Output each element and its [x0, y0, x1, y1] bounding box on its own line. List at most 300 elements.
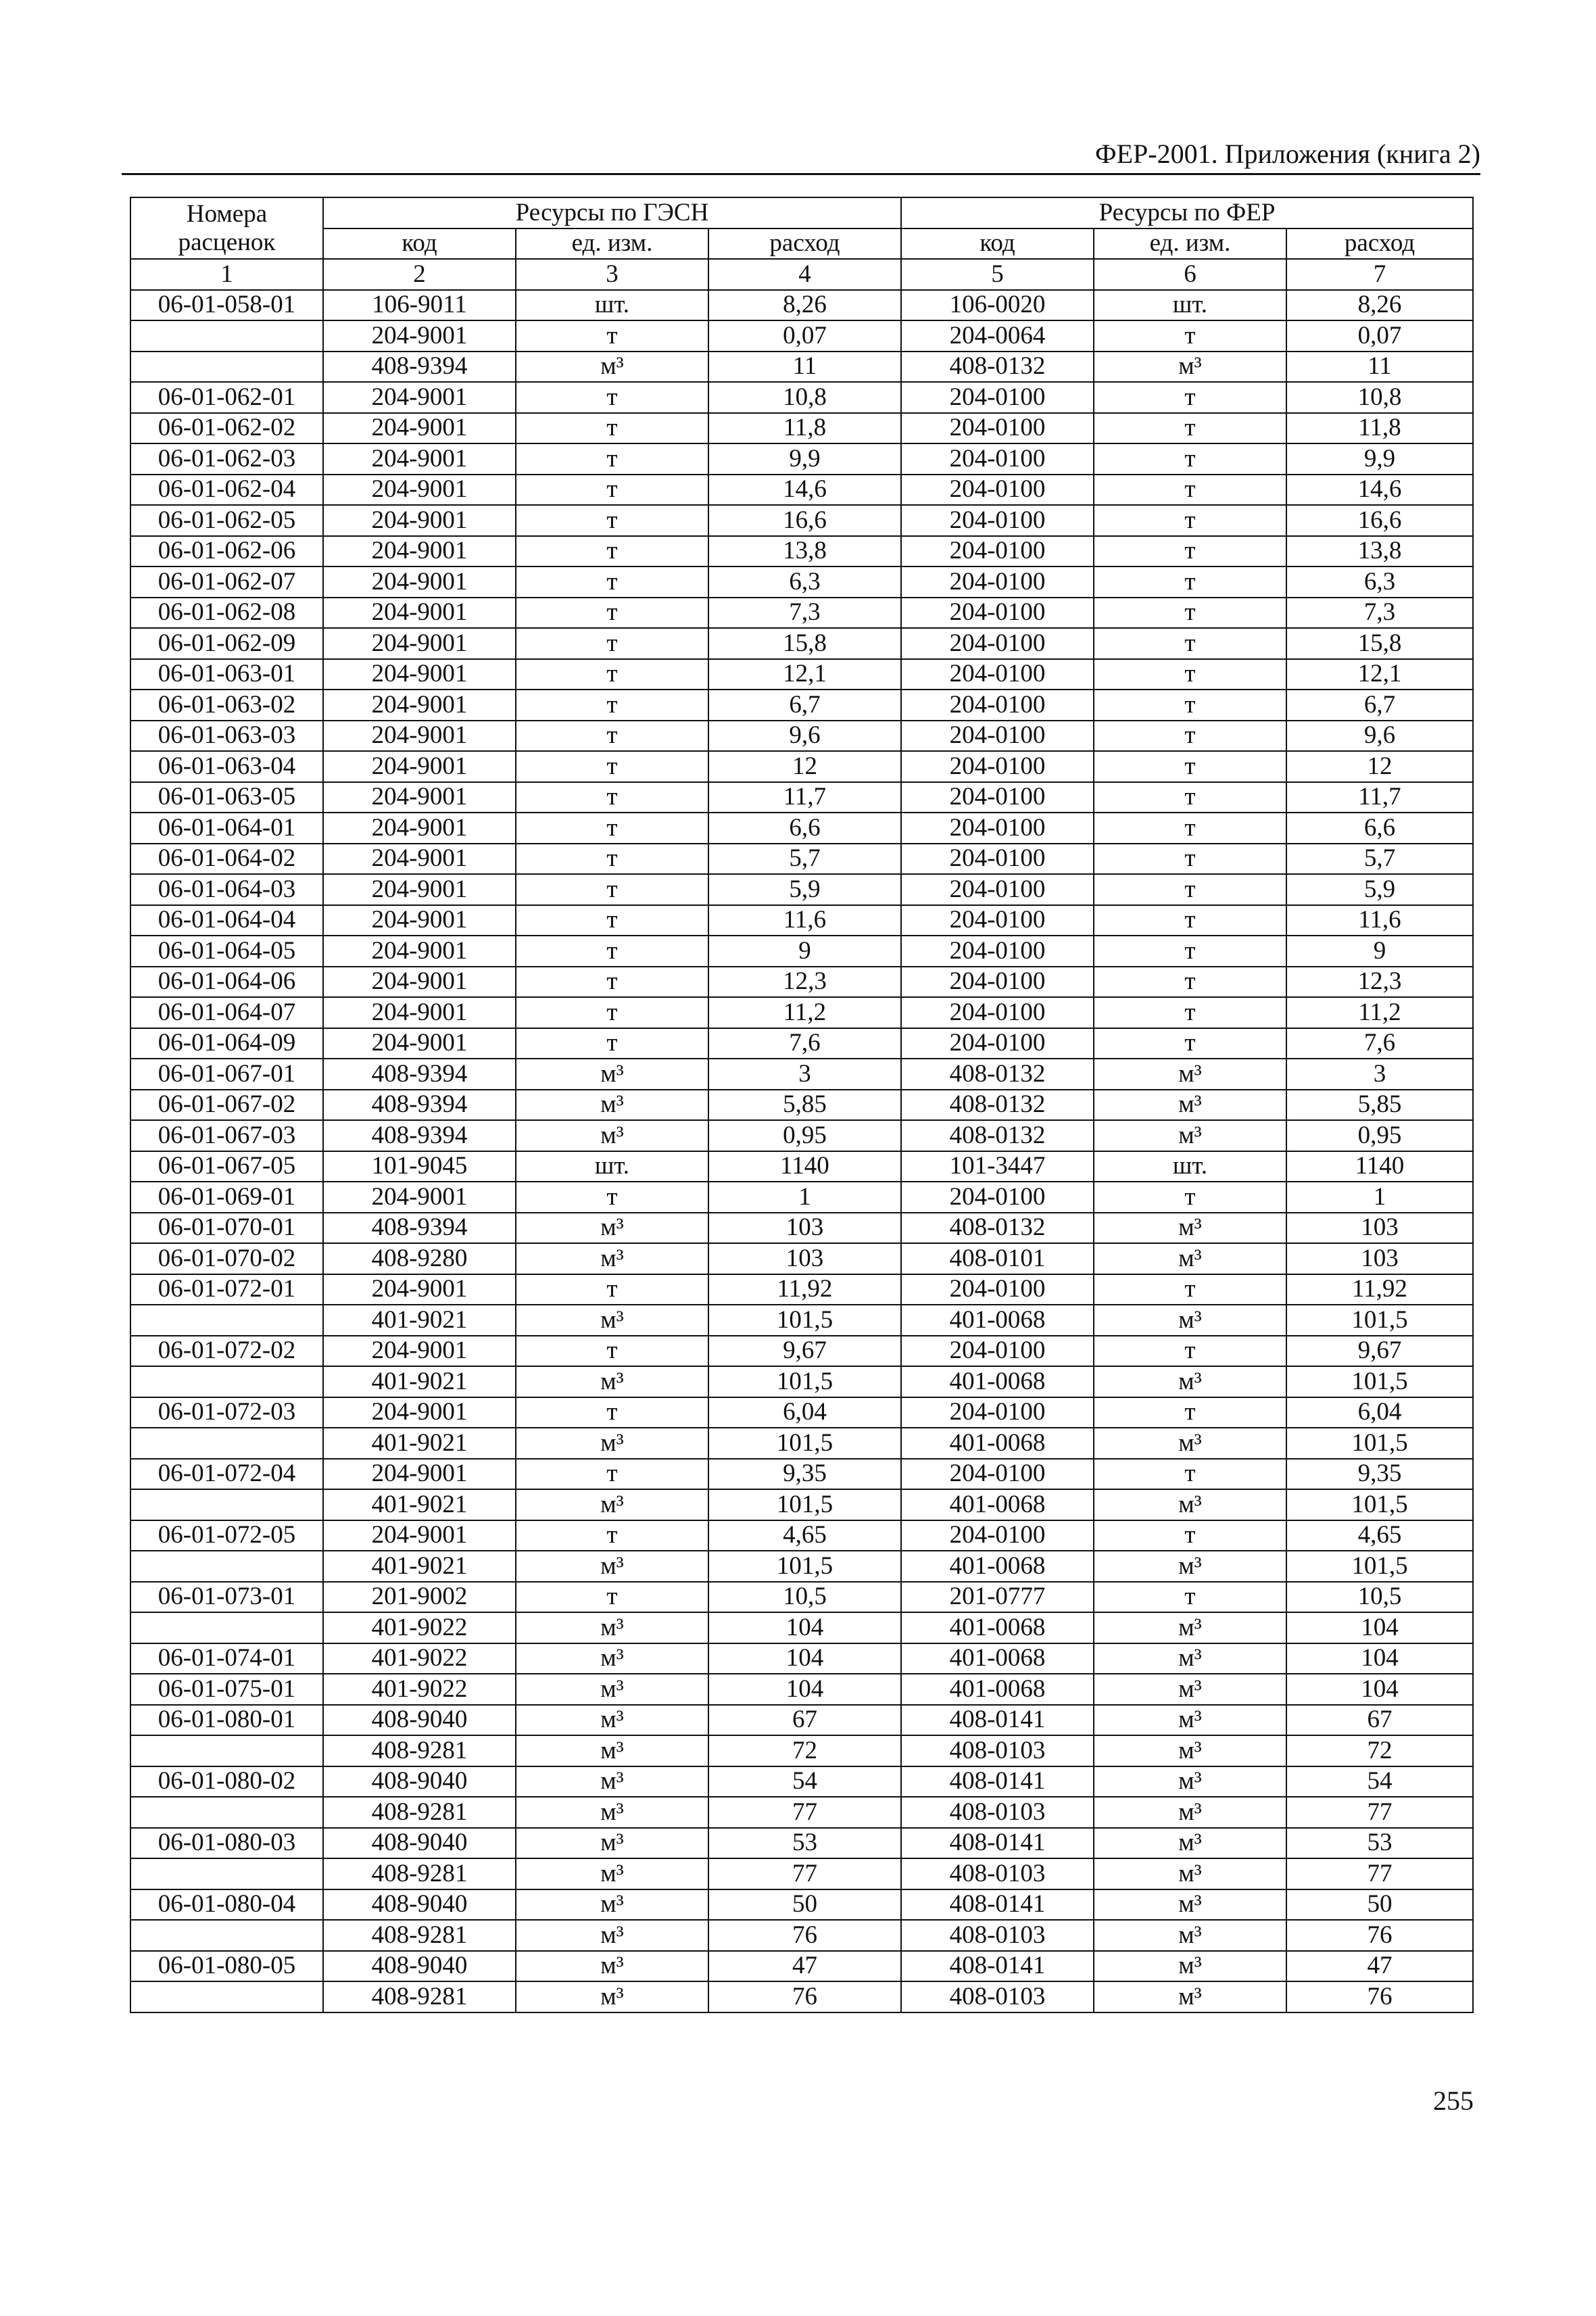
gesn-amount-cell: 3: [708, 1059, 901, 1090]
rate-number-cell: [130, 1612, 323, 1643]
gesn-amount-cell: 0,95: [708, 1120, 901, 1151]
fer-amount-cell: 76: [1286, 1981, 1473, 2012]
rate-number-cell: 06-01-073-01: [130, 1582, 323, 1613]
table-row: [130, 659, 1473, 690]
fer-amount-cell: 13,8: [1286, 536, 1473, 567]
fer-amount-cell: 11,7: [1286, 782, 1473, 813]
gesn-amount-cell: 101,5: [708, 1551, 901, 1582]
gesn-code-cell: 401-9021: [323, 1551, 516, 1582]
rate-number-cell: 06-01-064-09: [130, 1028, 323, 1059]
gesn-code-cell: 106-9011: [323, 290, 516, 321]
fer-unit-cell: м³: [1094, 1951, 1286, 1982]
fer-code-cell: 408-0103: [901, 1981, 1094, 2012]
fer-unit-cell: м³: [1094, 1551, 1286, 1582]
gesn-code-cell: 408-9281: [323, 1920, 516, 1951]
gesn-unit-cell: т: [516, 475, 708, 506]
fer-unit-cell: м³: [1094, 1643, 1286, 1674]
rate-number-cell: 06-01-064-02: [130, 844, 323, 875]
table-row: [130, 320, 1473, 352]
gesn-amount-cell: 14,6: [708, 475, 901, 506]
table-row: [130, 997, 1473, 1028]
gesn-amount-cell: 6,7: [708, 690, 901, 721]
fer-code-cell: 204-0100: [901, 566, 1094, 598]
header-rule: [122, 173, 1480, 175]
fer-unit-cell: т: [1094, 1582, 1286, 1613]
table-row: [130, 1489, 1473, 1520]
fer-amount-cell: 12,3: [1286, 967, 1473, 998]
fer-amount-cell: 14,6: [1286, 475, 1473, 506]
rate-number-cell: 06-01-070-01: [130, 1213, 323, 1244]
column-number: 5: [901, 259, 1094, 290]
table-row: [130, 1397, 1473, 1428]
gesn-unit-cell: т: [516, 844, 708, 875]
fer-code-cell: 408-0141: [901, 1705, 1094, 1736]
table-row: [130, 1582, 1473, 1613]
fer-unit-cell: м³: [1094, 1612, 1286, 1643]
gesn-code-cell: 204-9001: [323, 1459, 516, 1490]
fer-unit-cell: т: [1094, 721, 1286, 752]
gesn-code-cell: 408-9040: [323, 1705, 516, 1736]
fer-code-cell: 401-0068: [901, 1551, 1094, 1582]
fer-amount-cell: 104: [1286, 1643, 1473, 1674]
fer-amount-cell: 9,67: [1286, 1336, 1473, 1367]
fer-unit-cell: т: [1094, 997, 1286, 1028]
gesn-code-cell: 204-9001: [323, 997, 516, 1028]
fer-code-cell: 408-0132: [901, 1120, 1094, 1151]
gesn-unit-cell: шт.: [516, 1151, 708, 1182]
rate-number-cell: 06-01-080-04: [130, 1889, 323, 1921]
header-gesn-amount: расход: [708, 228, 901, 260]
fer-unit-cell: т: [1094, 443, 1286, 475]
gesn-amount-cell: 12,3: [708, 967, 901, 998]
gesn-code-cell: 204-9001: [323, 505, 516, 536]
gesn-code-cell: 408-9281: [323, 1981, 516, 2012]
table-row: [130, 1643, 1473, 1674]
fer-code-cell: 204-0100: [901, 1274, 1094, 1305]
gesn-code-cell: 204-9001: [323, 598, 516, 629]
table-row: [130, 475, 1473, 506]
fer-unit-cell: м³: [1094, 1920, 1286, 1951]
gesn-amount-cell: 11,6: [708, 905, 901, 936]
rate-number-cell: 06-01-062-01: [130, 382, 323, 413]
gesn-unit-cell: т: [516, 1459, 708, 1490]
fer-unit-cell: м³: [1094, 1366, 1286, 1397]
table-row: [130, 967, 1473, 998]
gesn-unit-cell: т: [516, 659, 708, 690]
rate-number-cell: [130, 1797, 323, 1828]
table-row: [130, 1674, 1473, 1705]
fer-amount-cell: 3: [1286, 1059, 1473, 1090]
gesn-amount-cell: 1140: [708, 1151, 901, 1182]
fer-code-cell: 408-0132: [901, 1059, 1094, 1090]
rate-number-cell: 06-01-063-03: [130, 721, 323, 752]
table-row: [130, 443, 1473, 475]
rate-number-cell: 06-01-072-04: [130, 1459, 323, 1490]
table-row: [130, 1828, 1473, 1859]
rate-number-cell: 06-01-070-02: [130, 1243, 323, 1274]
fer-amount-cell: 5,7: [1286, 844, 1473, 875]
column-number: 4: [708, 259, 901, 290]
fer-unit-cell: м³: [1094, 1981, 1286, 2012]
table-row: [130, 782, 1473, 813]
fer-amount-cell: 103: [1286, 1243, 1473, 1274]
rate-number-cell: [130, 1489, 323, 1520]
table-row: [130, 905, 1473, 936]
rate-number-cell: 06-01-074-01: [130, 1643, 323, 1674]
fer-unit-cell: м³: [1094, 1243, 1286, 1274]
rate-number-cell: 06-01-080-03: [130, 1828, 323, 1859]
column-number: 7: [1286, 259, 1473, 290]
fer-amount-cell: 11,2: [1286, 997, 1473, 1028]
gesn-code-cell: 204-9001: [323, 1274, 516, 1305]
table-row: [130, 566, 1473, 598]
gesn-amount-cell: 104: [708, 1612, 901, 1643]
gesn-amount-cell: 77: [708, 1858, 901, 1889]
fer-unit-cell: м³: [1094, 1828, 1286, 1859]
fer-unit-cell: т: [1094, 1182, 1286, 1213]
fer-unit-cell: шт.: [1094, 1151, 1286, 1182]
gesn-unit-cell: т: [516, 751, 708, 782]
fer-amount-cell: 9: [1286, 936, 1473, 967]
rate-number-cell: 06-01-080-05: [130, 1951, 323, 1982]
rate-number-cell: [130, 1366, 323, 1397]
fer-code-cell: 408-0141: [901, 1951, 1094, 1982]
fer-unit-cell: т: [1094, 505, 1286, 536]
rate-number-cell: 06-01-063-04: [130, 751, 323, 782]
gesn-unit-cell: м³: [516, 1305, 708, 1336]
fer-code-cell: 204-0100: [901, 813, 1094, 844]
fer-code-cell: 408-0103: [901, 1858, 1094, 1889]
gesn-unit-cell: т: [516, 598, 708, 629]
table-row: [130, 1305, 1473, 1336]
fer-amount-cell: 9,35: [1286, 1459, 1473, 1490]
rate-number-cell: 06-01-072-05: [130, 1520, 323, 1551]
table-row: [130, 1213, 1473, 1244]
table-row: [130, 1028, 1473, 1059]
fer-unit-cell: м³: [1094, 1090, 1286, 1121]
gesn-unit-cell: т: [516, 997, 708, 1028]
fer-amount-cell: 6,3: [1286, 566, 1473, 598]
running-header: ФЕР-2001. Приложения (книга 2): [1095, 139, 1480, 169]
fer-amount-cell: 15,8: [1286, 628, 1473, 659]
fer-code-cell: 204-0100: [901, 659, 1094, 690]
fer-unit-cell: м³: [1094, 352, 1286, 383]
rate-number-cell: 06-01-072-03: [130, 1397, 323, 1428]
rate-number-cell: 06-01-062-08: [130, 598, 323, 629]
rate-number-cell: 06-01-062-05: [130, 505, 323, 536]
fer-amount-cell: 10,8: [1286, 382, 1473, 413]
table-row: [130, 1981, 1473, 2012]
gesn-amount-cell: 1: [708, 1182, 901, 1213]
header-gesn-code: код: [323, 228, 516, 260]
fer-unit-cell: м³: [1094, 1889, 1286, 1921]
gesn-code-cell: 204-9001: [323, 659, 516, 690]
table-row: [130, 505, 1473, 536]
gesn-amount-cell: 76: [708, 1981, 901, 2012]
fer-amount-cell: 7,6: [1286, 1028, 1473, 1059]
gesn-code-cell: 204-9001: [323, 690, 516, 721]
fer-amount-cell: 1140: [1286, 1151, 1473, 1182]
gesn-code-cell: 408-9394: [323, 1090, 516, 1121]
table-column-numbers-row: [130, 259, 1473, 290]
fer-amount-cell: 101,5: [1286, 1366, 1473, 1397]
fer-amount-cell: 77: [1286, 1858, 1473, 1889]
table-row: [130, 1951, 1473, 1982]
table-row: [130, 1274, 1473, 1305]
gesn-code-cell: 204-9001: [323, 475, 516, 506]
fer-code-cell: 201-0777: [901, 1582, 1094, 1613]
rate-number-cell: 06-01-080-01: [130, 1705, 323, 1736]
gesn-amount-cell: 12: [708, 751, 901, 782]
header-rate-number: Номера расценок: [130, 197, 323, 259]
fer-unit-cell: т: [1094, 1274, 1286, 1305]
fer-code-cell: 204-0100: [901, 844, 1094, 875]
gesn-unit-cell: м³: [516, 1428, 708, 1459]
gesn-code-cell: 204-9001: [323, 874, 516, 905]
gesn-code-cell: 204-9001: [323, 1397, 516, 1428]
fer-code-cell: 401-0068: [901, 1674, 1094, 1705]
fer-amount-cell: 9,6: [1286, 721, 1473, 752]
fer-code-cell: 204-0100: [901, 997, 1094, 1028]
rate-number-cell: 06-01-062-03: [130, 443, 323, 475]
fer-amount-cell: 6,6: [1286, 813, 1473, 844]
fer-amount-cell: 10,5: [1286, 1582, 1473, 1613]
table-row: [130, 1612, 1473, 1643]
fer-code-cell: 204-0100: [901, 1336, 1094, 1367]
table-row: [130, 1336, 1473, 1367]
fer-unit-cell: т: [1094, 1520, 1286, 1551]
fer-code-cell: 401-0068: [901, 1489, 1094, 1520]
gesn-amount-cell: 76: [708, 1920, 901, 1951]
table-row: [130, 1090, 1473, 1121]
gesn-amount-cell: 11,8: [708, 413, 901, 444]
gesn-amount-cell: 5,85: [708, 1090, 901, 1121]
gesn-code-cell: 204-9001: [323, 1182, 516, 1213]
fer-unit-cell: т: [1094, 782, 1286, 813]
gesn-unit-cell: т: [516, 566, 708, 598]
fer-code-cell: 204-0100: [901, 1459, 1094, 1490]
table-header-row-1: [130, 197, 1473, 228]
gesn-amount-cell: 47: [708, 1951, 901, 1982]
gesn-code-cell: 204-9001: [323, 320, 516, 352]
rate-number-cell: 06-01-075-01: [130, 1674, 323, 1705]
fer-code-cell: 408-0101: [901, 1243, 1094, 1274]
gesn-amount-cell: 10,8: [708, 382, 901, 413]
fer-code-cell: 204-0100: [901, 967, 1094, 998]
fer-unit-cell: т: [1094, 905, 1286, 936]
fer-unit-cell: м³: [1094, 1705, 1286, 1736]
rate-number-cell: 06-01-063-02: [130, 690, 323, 721]
table-row: [130, 1766, 1473, 1798]
gesn-unit-cell: т: [516, 1336, 708, 1367]
fer-amount-cell: 12,1: [1286, 659, 1473, 690]
gesn-code-cell: 101-9045: [323, 1151, 516, 1182]
gesn-amount-cell: 4,65: [708, 1520, 901, 1551]
table-row: [130, 721, 1473, 752]
fer-code-cell: 101-3447: [901, 1151, 1094, 1182]
fer-code-cell: 408-0103: [901, 1735, 1094, 1766]
rate-number-cell: 06-01-063-05: [130, 782, 323, 813]
gesn-unit-cell: т: [516, 967, 708, 998]
gesn-unit-cell: т: [516, 1582, 708, 1613]
fer-amount-cell: 11,6: [1286, 905, 1473, 936]
fer-unit-cell: м³: [1094, 1766, 1286, 1798]
fer-code-cell: 204-0100: [901, 413, 1094, 444]
header-fer-group: Ресурсы по ФЕР: [901, 197, 1473, 228]
fer-unit-cell: м³: [1094, 1305, 1286, 1336]
gesn-code-cell: 204-9001: [323, 1336, 516, 1367]
rate-number-cell: 06-01-062-04: [130, 475, 323, 506]
gesn-unit-cell: т: [516, 874, 708, 905]
gesn-amount-cell: 11,2: [708, 997, 901, 1028]
gesn-unit-cell: м³: [516, 1090, 708, 1121]
gesn-amount-cell: 53: [708, 1828, 901, 1859]
gesn-unit-cell: м³: [516, 1735, 708, 1766]
gesn-amount-cell: 7,3: [708, 598, 901, 629]
table-row: [130, 1920, 1473, 1951]
gesn-code-cell: 408-9040: [323, 1951, 516, 1982]
resource-table: [130, 197, 1474, 2013]
fer-amount-cell: 16,6: [1286, 505, 1473, 536]
fer-amount-cell: 6,04: [1286, 1397, 1473, 1428]
fer-unit-cell: т: [1094, 320, 1286, 352]
fer-unit-cell: т: [1094, 1336, 1286, 1367]
rate-number-cell: 06-01-064-01: [130, 813, 323, 844]
rate-number-cell: 06-01-067-05: [130, 1151, 323, 1182]
gesn-unit-cell: м³: [516, 1889, 708, 1921]
gesn-amount-cell: 11,92: [708, 1274, 901, 1305]
rate-number-cell: [130, 1981, 323, 2012]
header-fer-unit: ед. изм.: [1094, 228, 1286, 260]
fer-unit-cell: т: [1094, 874, 1286, 905]
fer-amount-cell: 67: [1286, 1705, 1473, 1736]
rate-number-cell: 06-01-067-02: [130, 1090, 323, 1121]
fer-unit-cell: т: [1094, 967, 1286, 998]
rate-number-cell: 06-01-064-03: [130, 874, 323, 905]
fer-code-cell: 204-0100: [901, 443, 1094, 475]
fer-code-cell: 204-0100: [901, 782, 1094, 813]
table-row: [130, 751, 1473, 782]
table-header-row-2: [130, 228, 1473, 260]
resource-table-container: [130, 197, 1472, 2013]
gesn-unit-cell: т: [516, 320, 708, 352]
table-row: [130, 1182, 1473, 1213]
table-row: [130, 598, 1473, 629]
table-row: [130, 1889, 1473, 1921]
fer-unit-cell: м³: [1094, 1059, 1286, 1090]
gesn-unit-cell: м³: [516, 1643, 708, 1674]
table-row: [130, 1459, 1473, 1490]
fer-unit-cell: т: [1094, 566, 1286, 598]
fer-unit-cell: м³: [1094, 1858, 1286, 1889]
gesn-unit-cell: т: [516, 536, 708, 567]
gesn-unit-cell: м³: [516, 1366, 708, 1397]
table-row: [130, 1120, 1473, 1151]
gesn-code-cell: 408-9040: [323, 1766, 516, 1798]
fer-unit-cell: м³: [1094, 1674, 1286, 1705]
header-gesn-unit: ед. изм.: [516, 228, 708, 260]
fer-amount-cell: 0,07: [1286, 320, 1473, 352]
gesn-amount-cell: 7,6: [708, 1028, 901, 1059]
fer-unit-cell: т: [1094, 1459, 1286, 1490]
gesn-amount-cell: 9,9: [708, 443, 901, 475]
gesn-code-cell: 204-9001: [323, 844, 516, 875]
table-row: [130, 1059, 1473, 1090]
fer-code-cell: 204-0100: [901, 505, 1094, 536]
fer-amount-cell: 101,5: [1286, 1305, 1473, 1336]
gesn-code-cell: 401-9021: [323, 1366, 516, 1397]
fer-code-cell: 408-0132: [901, 352, 1094, 383]
gesn-unit-cell: т: [516, 505, 708, 536]
fer-amount-cell: 11,92: [1286, 1274, 1473, 1305]
table-row: [130, 936, 1473, 967]
table-row: [130, 1735, 1473, 1766]
gesn-code-cell: 408-9394: [323, 1213, 516, 1244]
gesn-code-cell: 401-9022: [323, 1643, 516, 1674]
table-row: [130, 844, 1473, 875]
gesn-unit-cell: т: [516, 1397, 708, 1428]
gesn-unit-cell: т: [516, 1182, 708, 1213]
gesn-code-cell: 204-9001: [323, 813, 516, 844]
gesn-amount-cell: 9: [708, 936, 901, 967]
gesn-amount-cell: 16,6: [708, 505, 901, 536]
page-number: 255: [1433, 2085, 1474, 2116]
fer-unit-cell: м³: [1094, 1489, 1286, 1520]
column-number: 3: [516, 259, 708, 290]
gesn-amount-cell: 0,07: [708, 320, 901, 352]
gesn-unit-cell: т: [516, 443, 708, 475]
gesn-code-cell: 204-9001: [323, 443, 516, 475]
fer-code-cell: 401-0068: [901, 1643, 1094, 1674]
gesn-amount-cell: 103: [708, 1243, 901, 1274]
gesn-amount-cell: 9,35: [708, 1459, 901, 1490]
table-row: [130, 290, 1473, 321]
rate-number-cell: 06-01-080-02: [130, 1766, 323, 1798]
fer-unit-cell: т: [1094, 659, 1286, 690]
gesn-unit-cell: т: [516, 628, 708, 659]
gesn-unit-cell: м³: [516, 1920, 708, 1951]
rate-number-cell: 06-01-062-09: [130, 628, 323, 659]
rate-number-cell: [130, 1735, 323, 1766]
rate-number-cell: 06-01-062-02: [130, 413, 323, 444]
gesn-code-cell: 401-9022: [323, 1612, 516, 1643]
gesn-amount-cell: 104: [708, 1643, 901, 1674]
fer-code-cell: 408-0103: [901, 1797, 1094, 1828]
fer-unit-cell: т: [1094, 844, 1286, 875]
gesn-code-cell: 201-9002: [323, 1582, 516, 1613]
gesn-code-cell: 408-9394: [323, 352, 516, 383]
gesn-unit-cell: т: [516, 1274, 708, 1305]
gesn-unit-cell: м³: [516, 1551, 708, 1582]
gesn-amount-cell: 101,5: [708, 1489, 901, 1520]
fer-unit-cell: т: [1094, 598, 1286, 629]
fer-code-cell: 204-0100: [901, 536, 1094, 567]
fer-amount-cell: 4,65: [1286, 1520, 1473, 1551]
gesn-unit-cell: м³: [516, 1213, 708, 1244]
gesn-code-cell: 204-9001: [323, 536, 516, 567]
gesn-unit-cell: м³: [516, 1797, 708, 1828]
gesn-unit-cell: т: [516, 1520, 708, 1551]
gesn-amount-cell: 11: [708, 352, 901, 383]
gesn-amount-cell: 6,04: [708, 1397, 901, 1428]
fer-unit-cell: т: [1094, 1028, 1286, 1059]
gesn-unit-cell: м³: [516, 1243, 708, 1274]
table-row: [130, 1366, 1473, 1397]
fer-unit-cell: т: [1094, 475, 1286, 506]
fer-code-cell: 408-0141: [901, 1828, 1094, 1859]
fer-amount-cell: 101,5: [1286, 1428, 1473, 1459]
gesn-amount-cell: 13,8: [708, 536, 901, 567]
